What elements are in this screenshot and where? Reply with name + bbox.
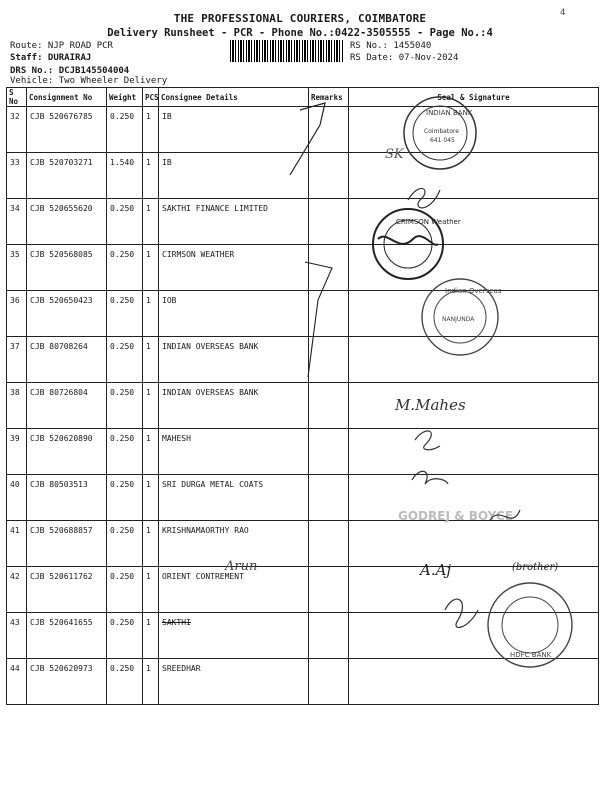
cell-weight: 0.250 [107, 613, 143, 659]
cell-pcs: 1 [143, 567, 159, 613]
cell-pcs: 1 [143, 199, 159, 245]
cell-consignee: MAHESH [159, 429, 309, 475]
cell-consignee: ORIENT CONTREMENT [159, 567, 309, 613]
staff-label: Staff: DURAIRAJ [10, 53, 92, 63]
cell-consignment-no: CJB 520655620 [27, 199, 107, 245]
godrej-stamp-text: GODREJ & BOYCE [398, 509, 513, 523]
cell-sno: 34 [7, 199, 27, 245]
cell-remarks [309, 245, 349, 291]
col-weight: Weight [107, 88, 143, 107]
crimson-stamp-text: CRIMSON Weather [396, 218, 461, 226]
cell-seal [349, 107, 599, 153]
vehicle-label: Vehicle: Two Wheeler Delivery [10, 76, 168, 86]
cell-weight: 0.250 [107, 475, 143, 521]
cell-consignment-no: CJB 520703271 [27, 153, 107, 199]
cell-consignee: CIRMSON WEATHER [159, 245, 309, 291]
indian-bank-pin: 641 045 [430, 137, 455, 144]
cell-sno: 38 [7, 383, 27, 429]
col-seal: Seal & Signature [349, 88, 599, 107]
cell-sno: 44 [7, 659, 27, 705]
table-row [7, 383, 599, 429]
col-remarks: Remarks [309, 88, 349, 107]
cell-remarks [309, 107, 349, 153]
row43-signature: A.Aj [420, 561, 452, 579]
cell-remarks [309, 429, 349, 475]
cell-consignee: IOB [159, 291, 309, 337]
cell-remarks [309, 337, 349, 383]
row43-relation: (brother) [512, 562, 559, 573]
cell-consignee: KRISHNAMAORTHY RAO [159, 521, 309, 567]
table-row [7, 107, 599, 153]
cell-seal [349, 337, 599, 383]
cell-consignee: INDIAN OVERSEAS BANK [159, 337, 309, 383]
cell-seal [349, 613, 599, 659]
table-row [7, 153, 599, 199]
cell-sno: 39 [7, 429, 27, 475]
cell-remarks [309, 291, 349, 337]
col-consignment: Consignment No [27, 88, 107, 107]
cell-pcs: 1 [143, 383, 159, 429]
cell-consignment-no: CJB 520620890 [27, 429, 107, 475]
col-sno: S No [7, 88, 27, 107]
cell-pcs: 1 [143, 521, 159, 567]
cell-pcs: 1 [143, 291, 159, 337]
cell-remarks [309, 659, 349, 705]
cell-weight: 0.250 [107, 199, 143, 245]
cell-seal [349, 475, 599, 521]
corner-mark: 4 [560, 8, 566, 18]
cell-remarks [309, 383, 349, 429]
runsheet-table [6, 87, 599, 705]
cell-weight: 0.250 [107, 245, 143, 291]
cell-consignment-no: CJB 80708264 [27, 337, 107, 383]
iob-stamp-branch: NANJUNDA [442, 316, 475, 323]
cell-consignee: SRI DURGA METAL COATS [159, 475, 309, 521]
cell-sno: 43 [7, 613, 27, 659]
row33-signature: SK [385, 147, 404, 162]
cell-weight: 0.250 [107, 429, 143, 475]
cell-consignment-no: CJB 80726804 [27, 383, 107, 429]
table-row [7, 245, 599, 291]
cell-weight: 0.250 [107, 659, 143, 705]
cell-sno: 32 [7, 107, 27, 153]
cell-pcs: 1 [143, 337, 159, 383]
route-label: Route: NJP ROAD PCR [10, 41, 113, 51]
cell-remarks [309, 153, 349, 199]
cell-consignment-no: CJB 520611762 [27, 567, 107, 613]
cell-seal [349, 291, 599, 337]
cell-sno: 35 [7, 245, 27, 291]
cell-consignee: SAKTHI [159, 613, 309, 659]
cell-seal [349, 429, 599, 475]
cell-consignment-no: CJB 520620973 [27, 659, 107, 705]
cell-seal [349, 245, 599, 291]
cell-sno: 41 [7, 521, 27, 567]
table-row [7, 659, 599, 705]
cell-consignee: SREEDHAR [159, 659, 309, 705]
cell-consignee: IB [159, 153, 309, 199]
cell-pcs: 1 [143, 245, 159, 291]
cell-sno: 40 [7, 475, 27, 521]
barcode [230, 40, 343, 62]
cell-pcs: 1 [143, 475, 159, 521]
cell-sno: 36 [7, 291, 27, 337]
cell-sno: 37 [7, 337, 27, 383]
col-consignee: Consignee Details [159, 88, 309, 107]
cell-weight: 0.250 [107, 107, 143, 153]
cell-pcs: 1 [143, 107, 159, 153]
rs-number: RS No.: 1455040 [350, 41, 432, 51]
cell-consignee: IB [159, 107, 309, 153]
table-row [7, 337, 599, 383]
cell-seal [349, 383, 599, 429]
cell-consignment-no: CJB 80503513 [27, 475, 107, 521]
cell-sno: 33 [7, 153, 27, 199]
cell-remarks [309, 613, 349, 659]
hdfc-stamp-text: HDFC BANK [510, 651, 552, 659]
cell-remarks [309, 521, 349, 567]
table-row [7, 521, 599, 567]
cell-weight: 0.250 [107, 383, 143, 429]
table-row [7, 429, 599, 475]
cell-weight: 1.540 [107, 153, 143, 199]
cell-seal [349, 153, 599, 199]
table-row [7, 291, 599, 337]
row43-handwritten-name: Arun [225, 559, 258, 574]
cell-seal [349, 567, 599, 613]
cell-consignment-no: CJB 520676785 [27, 107, 107, 153]
cell-pcs: 1 [143, 659, 159, 705]
cell-remarks [309, 199, 349, 245]
indian-bank-stamp-text: INDIAN BANK [426, 109, 473, 117]
cell-remarks [309, 475, 349, 521]
company-title: THE PROFESSIONAL COURIERS, COIMBATORE [173, 12, 427, 25]
drs-number: DRS No.: DCJB145504004 [10, 66, 130, 76]
table-row [7, 199, 599, 245]
cell-consignee: INDIAN OVERSEAS BANK [159, 383, 309, 429]
cell-consignment-no: CJB 520568085 [27, 245, 107, 291]
cell-pcs: 1 [143, 613, 159, 659]
cell-seal [349, 659, 599, 705]
cell-consignment-no: CJB 520688857 [27, 521, 107, 567]
cell-weight: 0.250 [107, 567, 143, 613]
table-row [7, 613, 599, 659]
table-row [7, 475, 599, 521]
cell-consignment-no: CJB 520650423 [27, 291, 107, 337]
cell-pcs: 1 [143, 429, 159, 475]
col-pcs: PCS [143, 88, 159, 107]
rs-date: RS Date: 07-Nov-2024 [350, 53, 459, 63]
cell-consignee: SAKTHI FINANCE LIMITED [159, 199, 309, 245]
iob-stamp-text: Indian Overseas [445, 287, 502, 295]
cell-weight: 0.250 [107, 291, 143, 337]
table-header-row [7, 88, 599, 107]
cell-weight: 0.250 [107, 337, 143, 383]
indian-bank-city: Coimbatore [424, 128, 459, 135]
table-row [7, 567, 599, 613]
cell-weight: 0.250 [107, 521, 143, 567]
cell-consignment-no: CJB 520641655 [27, 613, 107, 659]
cell-pcs: 1 [143, 153, 159, 199]
cell-sno: 42 [7, 567, 27, 613]
cell-seal [349, 521, 599, 567]
cell-seal [349, 199, 599, 245]
runsheet-subtitle: Delivery Runsheet - PCR - Phone No.:0422-3505555 - Page No.:4 [107, 27, 493, 39]
row39-signature: M.Mahes [395, 396, 466, 414]
cell-remarks [309, 567, 349, 613]
